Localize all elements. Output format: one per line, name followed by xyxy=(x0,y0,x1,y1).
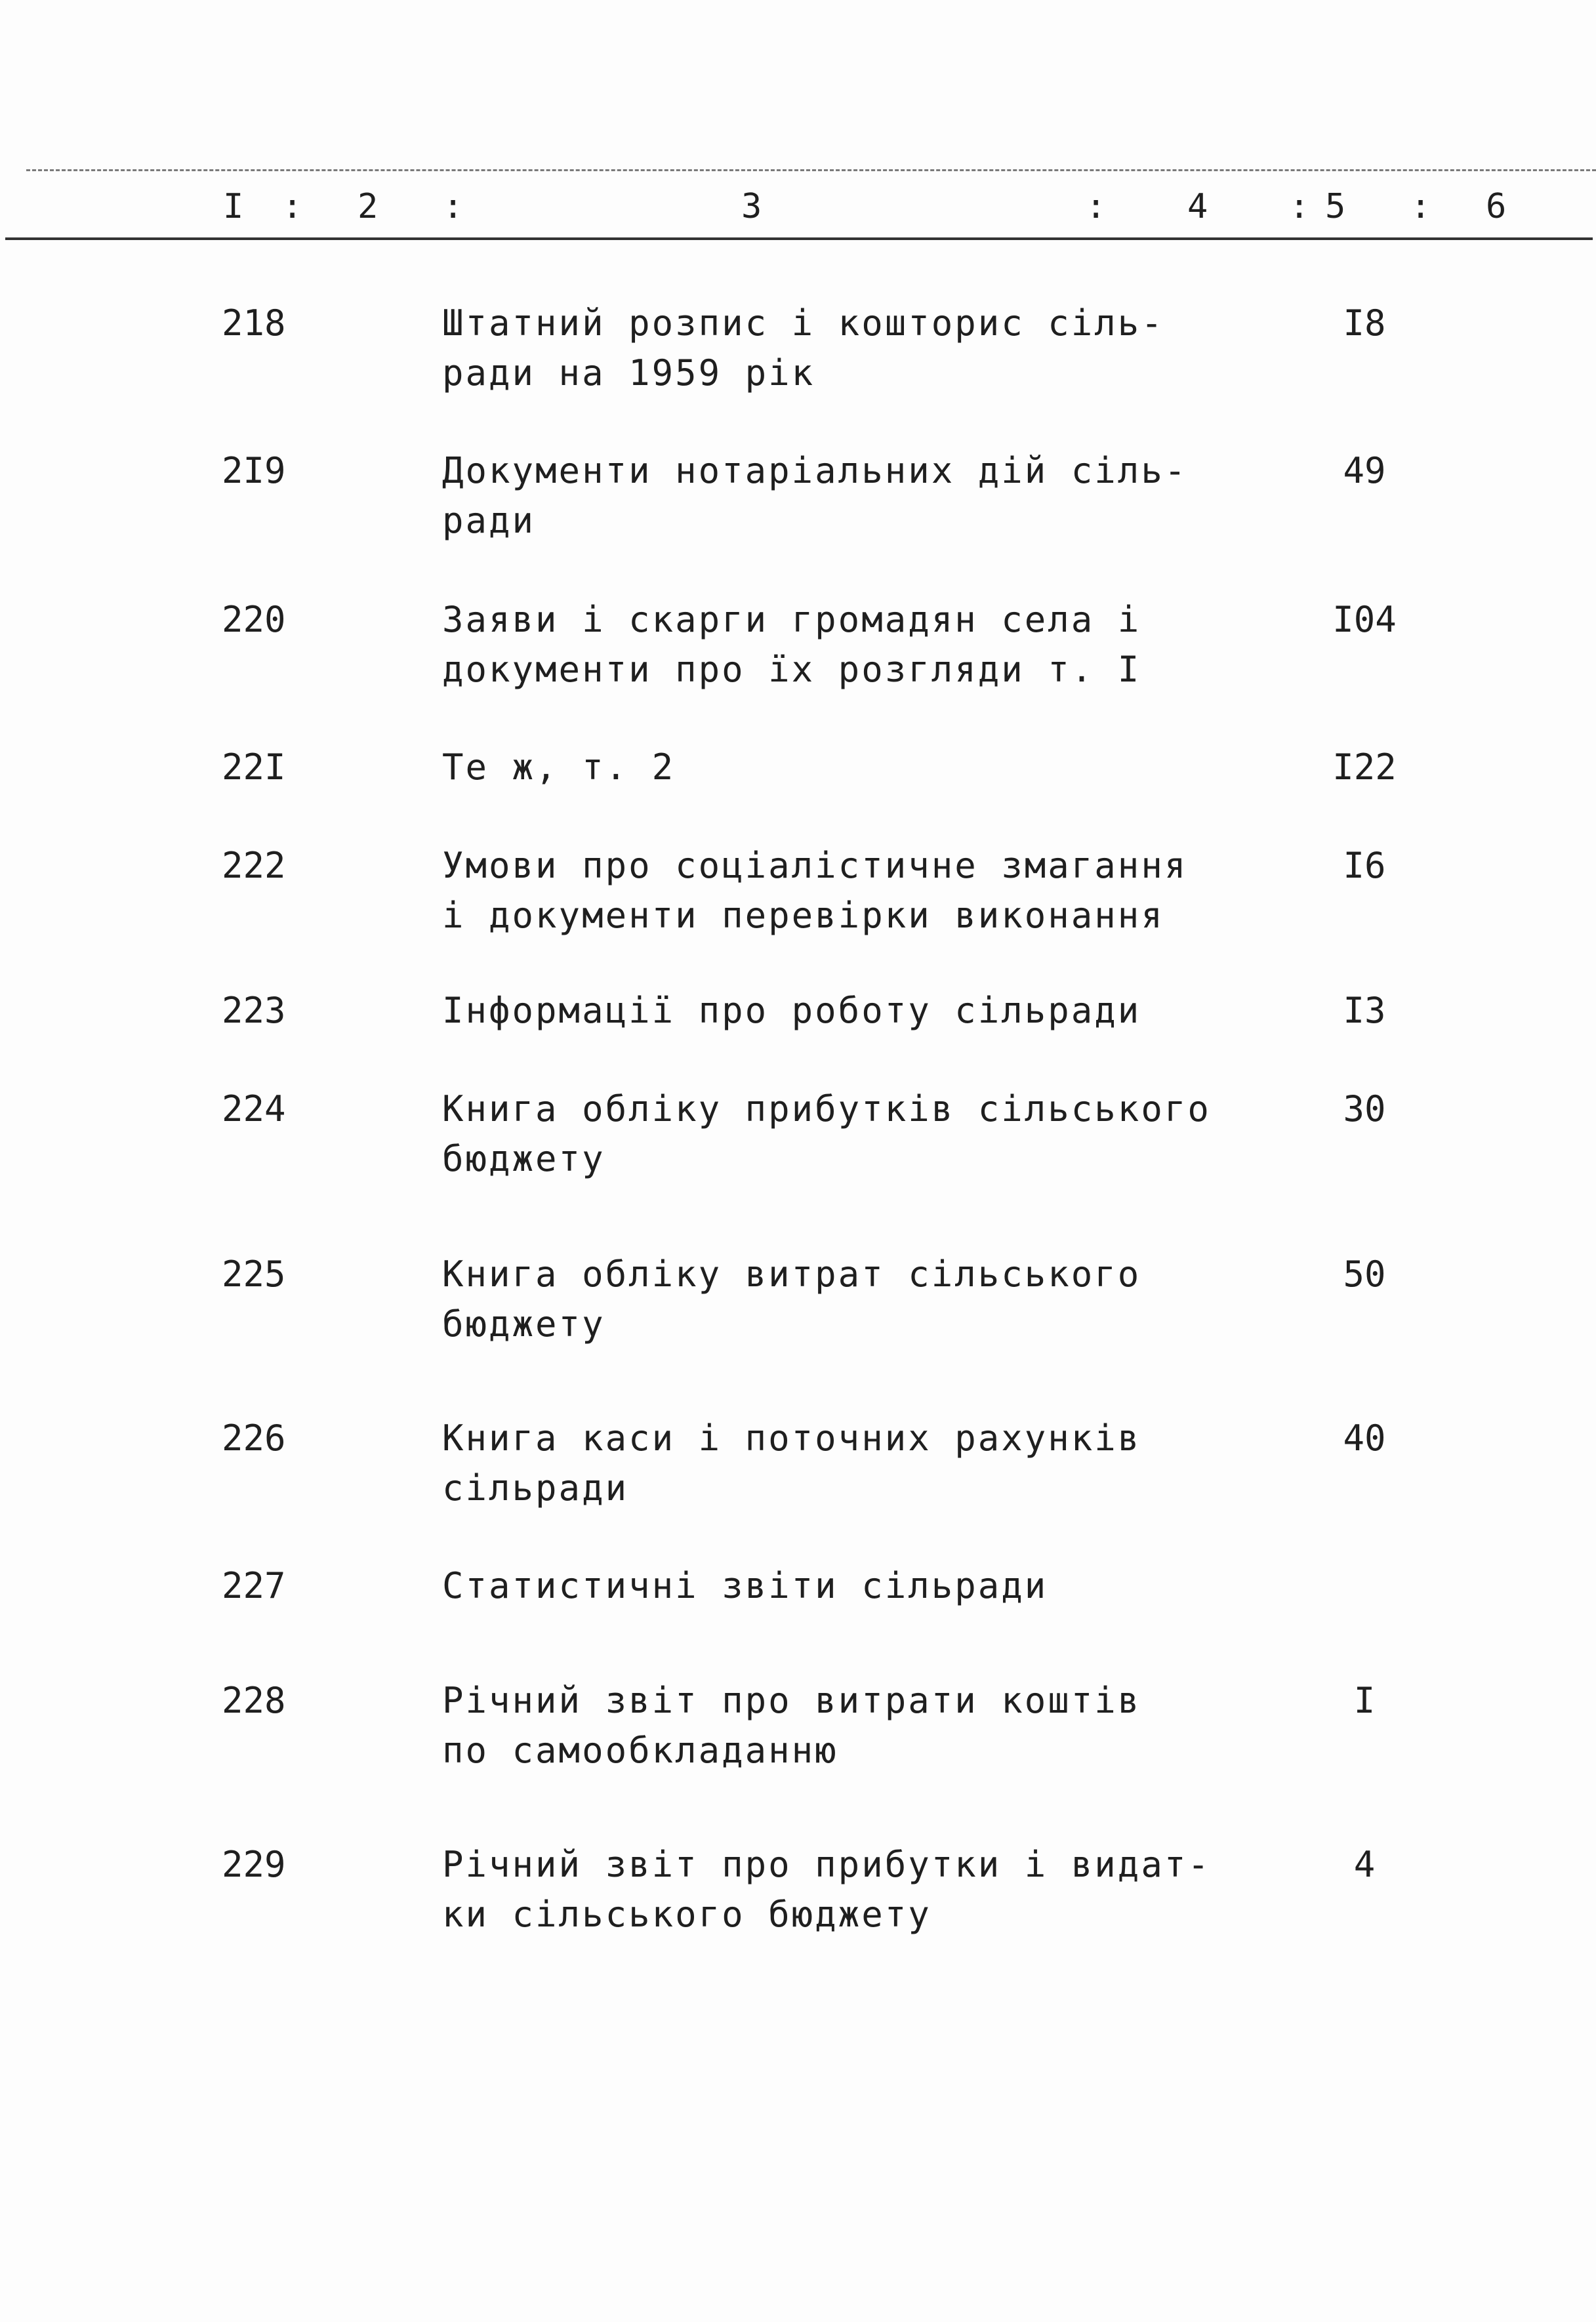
case-title-line: ки сільського бюджету xyxy=(442,1894,931,1935)
header-col-4: 4 xyxy=(1187,187,1208,226)
case-number: 220 xyxy=(222,599,286,640)
header-separator: : xyxy=(1410,187,1431,226)
case-title-line: Інформації про роботу сільради xyxy=(442,990,1141,1031)
case-title-line: Річний звіт про витрати коштів xyxy=(442,1680,1141,1721)
case-number: 222 xyxy=(222,845,286,886)
header-separator: : xyxy=(282,187,303,226)
header-col-6: 6 xyxy=(1486,187,1507,226)
case-title xyxy=(442,743,1164,792)
sheet-count: I3 xyxy=(1343,990,1386,1031)
case-number: 223 xyxy=(222,990,286,1031)
case-number: 224 xyxy=(222,1088,286,1130)
case-number: 2I9 xyxy=(222,450,286,491)
header-col-2: 2 xyxy=(358,187,379,226)
case-number: 229 xyxy=(222,1844,286,1885)
sheet-count: 49 xyxy=(1343,450,1386,491)
case-title xyxy=(442,1561,1164,1611)
case-title xyxy=(442,1084,1211,1184)
case-title xyxy=(442,1676,1164,1776)
sheet-count: 50 xyxy=(1343,1253,1386,1295)
header-separator: : xyxy=(443,187,464,226)
case-title-line: ради на 1959 рік xyxy=(442,352,815,394)
case-title-line: документи про їх розгляди т. I xyxy=(442,649,1141,690)
case-number: 228 xyxy=(222,1680,286,1721)
case-number: 227 xyxy=(222,1565,286,1606)
sheet-count: 4 xyxy=(1353,1844,1376,1885)
case-title-line: ради xyxy=(442,500,536,541)
header-col-3: 3 xyxy=(741,187,762,226)
case-title-line: Книга обліку прибутків сільського xyxy=(442,1088,1211,1130)
case-number: 226 xyxy=(222,1417,286,1459)
case-title xyxy=(442,1840,1211,1940)
sheet-count: I6 xyxy=(1343,845,1386,886)
case-title-line: Книга обліку витрат сільського xyxy=(442,1253,1141,1295)
case-title xyxy=(442,595,1164,695)
header-col-5: 5 xyxy=(1325,187,1346,226)
case-title-line: і документи перевірки виконання xyxy=(442,895,1164,936)
sheet-count: I8 xyxy=(1343,302,1386,344)
case-title-line: по самообкладанню xyxy=(442,1730,838,1771)
sheet-count: 30 xyxy=(1343,1088,1386,1130)
header-separator: : xyxy=(1289,187,1310,226)
case-title xyxy=(442,986,1164,1036)
case-title-line: Штатний розпис і кошторис сіль- xyxy=(442,302,1164,344)
case-title-line: Те ж, т. 2 xyxy=(442,746,676,788)
case-title xyxy=(442,841,1188,941)
header-separator: : xyxy=(1086,187,1107,226)
header-top-rule xyxy=(26,169,1596,171)
case-title-line: Статистичні звіти сільради xyxy=(442,1565,1048,1606)
case-number: 22I xyxy=(222,746,286,788)
case-title-line: сільради xyxy=(442,1467,629,1509)
case-title-line: Умови про соціалістичне змагання xyxy=(442,845,1188,886)
case-title-line: Заяви і скарги громадян села і xyxy=(442,599,1141,640)
case-title-line: бюджету xyxy=(442,1303,605,1345)
case-title-line: Документи нотаріальних дій сіль- xyxy=(442,450,1188,491)
sheet-count: I xyxy=(1353,1680,1376,1721)
case-number: 218 xyxy=(222,302,286,344)
header-col-1: I xyxy=(223,187,244,226)
case-title xyxy=(442,1414,1164,1513)
header-bottom-rule xyxy=(5,237,1593,240)
sheet-count: I22 xyxy=(1332,746,1397,788)
case-number: 225 xyxy=(222,1253,286,1295)
sheet-count: 40 xyxy=(1343,1417,1386,1459)
case-title xyxy=(442,446,1188,546)
case-title xyxy=(442,1250,1164,1349)
case-title xyxy=(442,298,1164,398)
case-title-line: Книга каси і поточних рахунків xyxy=(442,1417,1141,1459)
case-title-line: бюджету xyxy=(442,1138,605,1179)
sheet-count: I04 xyxy=(1332,599,1397,640)
case-title-line: Річний звіт про прибутки і видат- xyxy=(442,1844,1211,1885)
